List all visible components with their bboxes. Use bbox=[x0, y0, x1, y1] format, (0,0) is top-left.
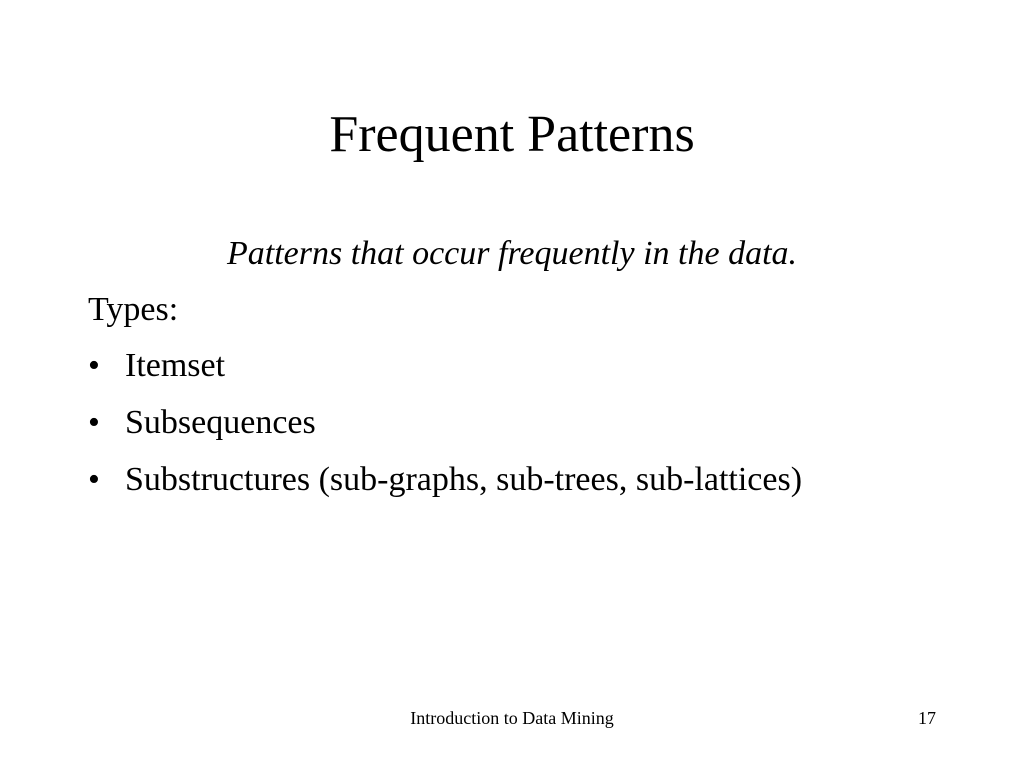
bullet-text: Subsequences bbox=[125, 404, 316, 441]
bullet-icon: • bbox=[88, 347, 100, 384]
bullet-item-subsequences bbox=[88, 403, 802, 460]
bullet-icon: • bbox=[88, 461, 100, 498]
bullet-item-substructures bbox=[88, 460, 802, 517]
bullet-item-itemset bbox=[88, 346, 802, 403]
footer-text: Introduction to Data Mining bbox=[410, 708, 614, 728]
slide-title: Frequent Patterns bbox=[329, 106, 695, 163]
types-label: Types: bbox=[88, 291, 179, 328]
bullet-text: Itemset bbox=[125, 347, 226, 384]
bullet-list bbox=[88, 346, 802, 517]
page-number: 17 bbox=[918, 708, 936, 728]
bullet-text: Substructures (sub-graphs, sub-trees, sub-lattices) bbox=[125, 461, 803, 498]
slide-subtitle: Patterns that occur frequently in the data. bbox=[226, 235, 798, 272]
bullet-icon: • bbox=[88, 404, 100, 441]
